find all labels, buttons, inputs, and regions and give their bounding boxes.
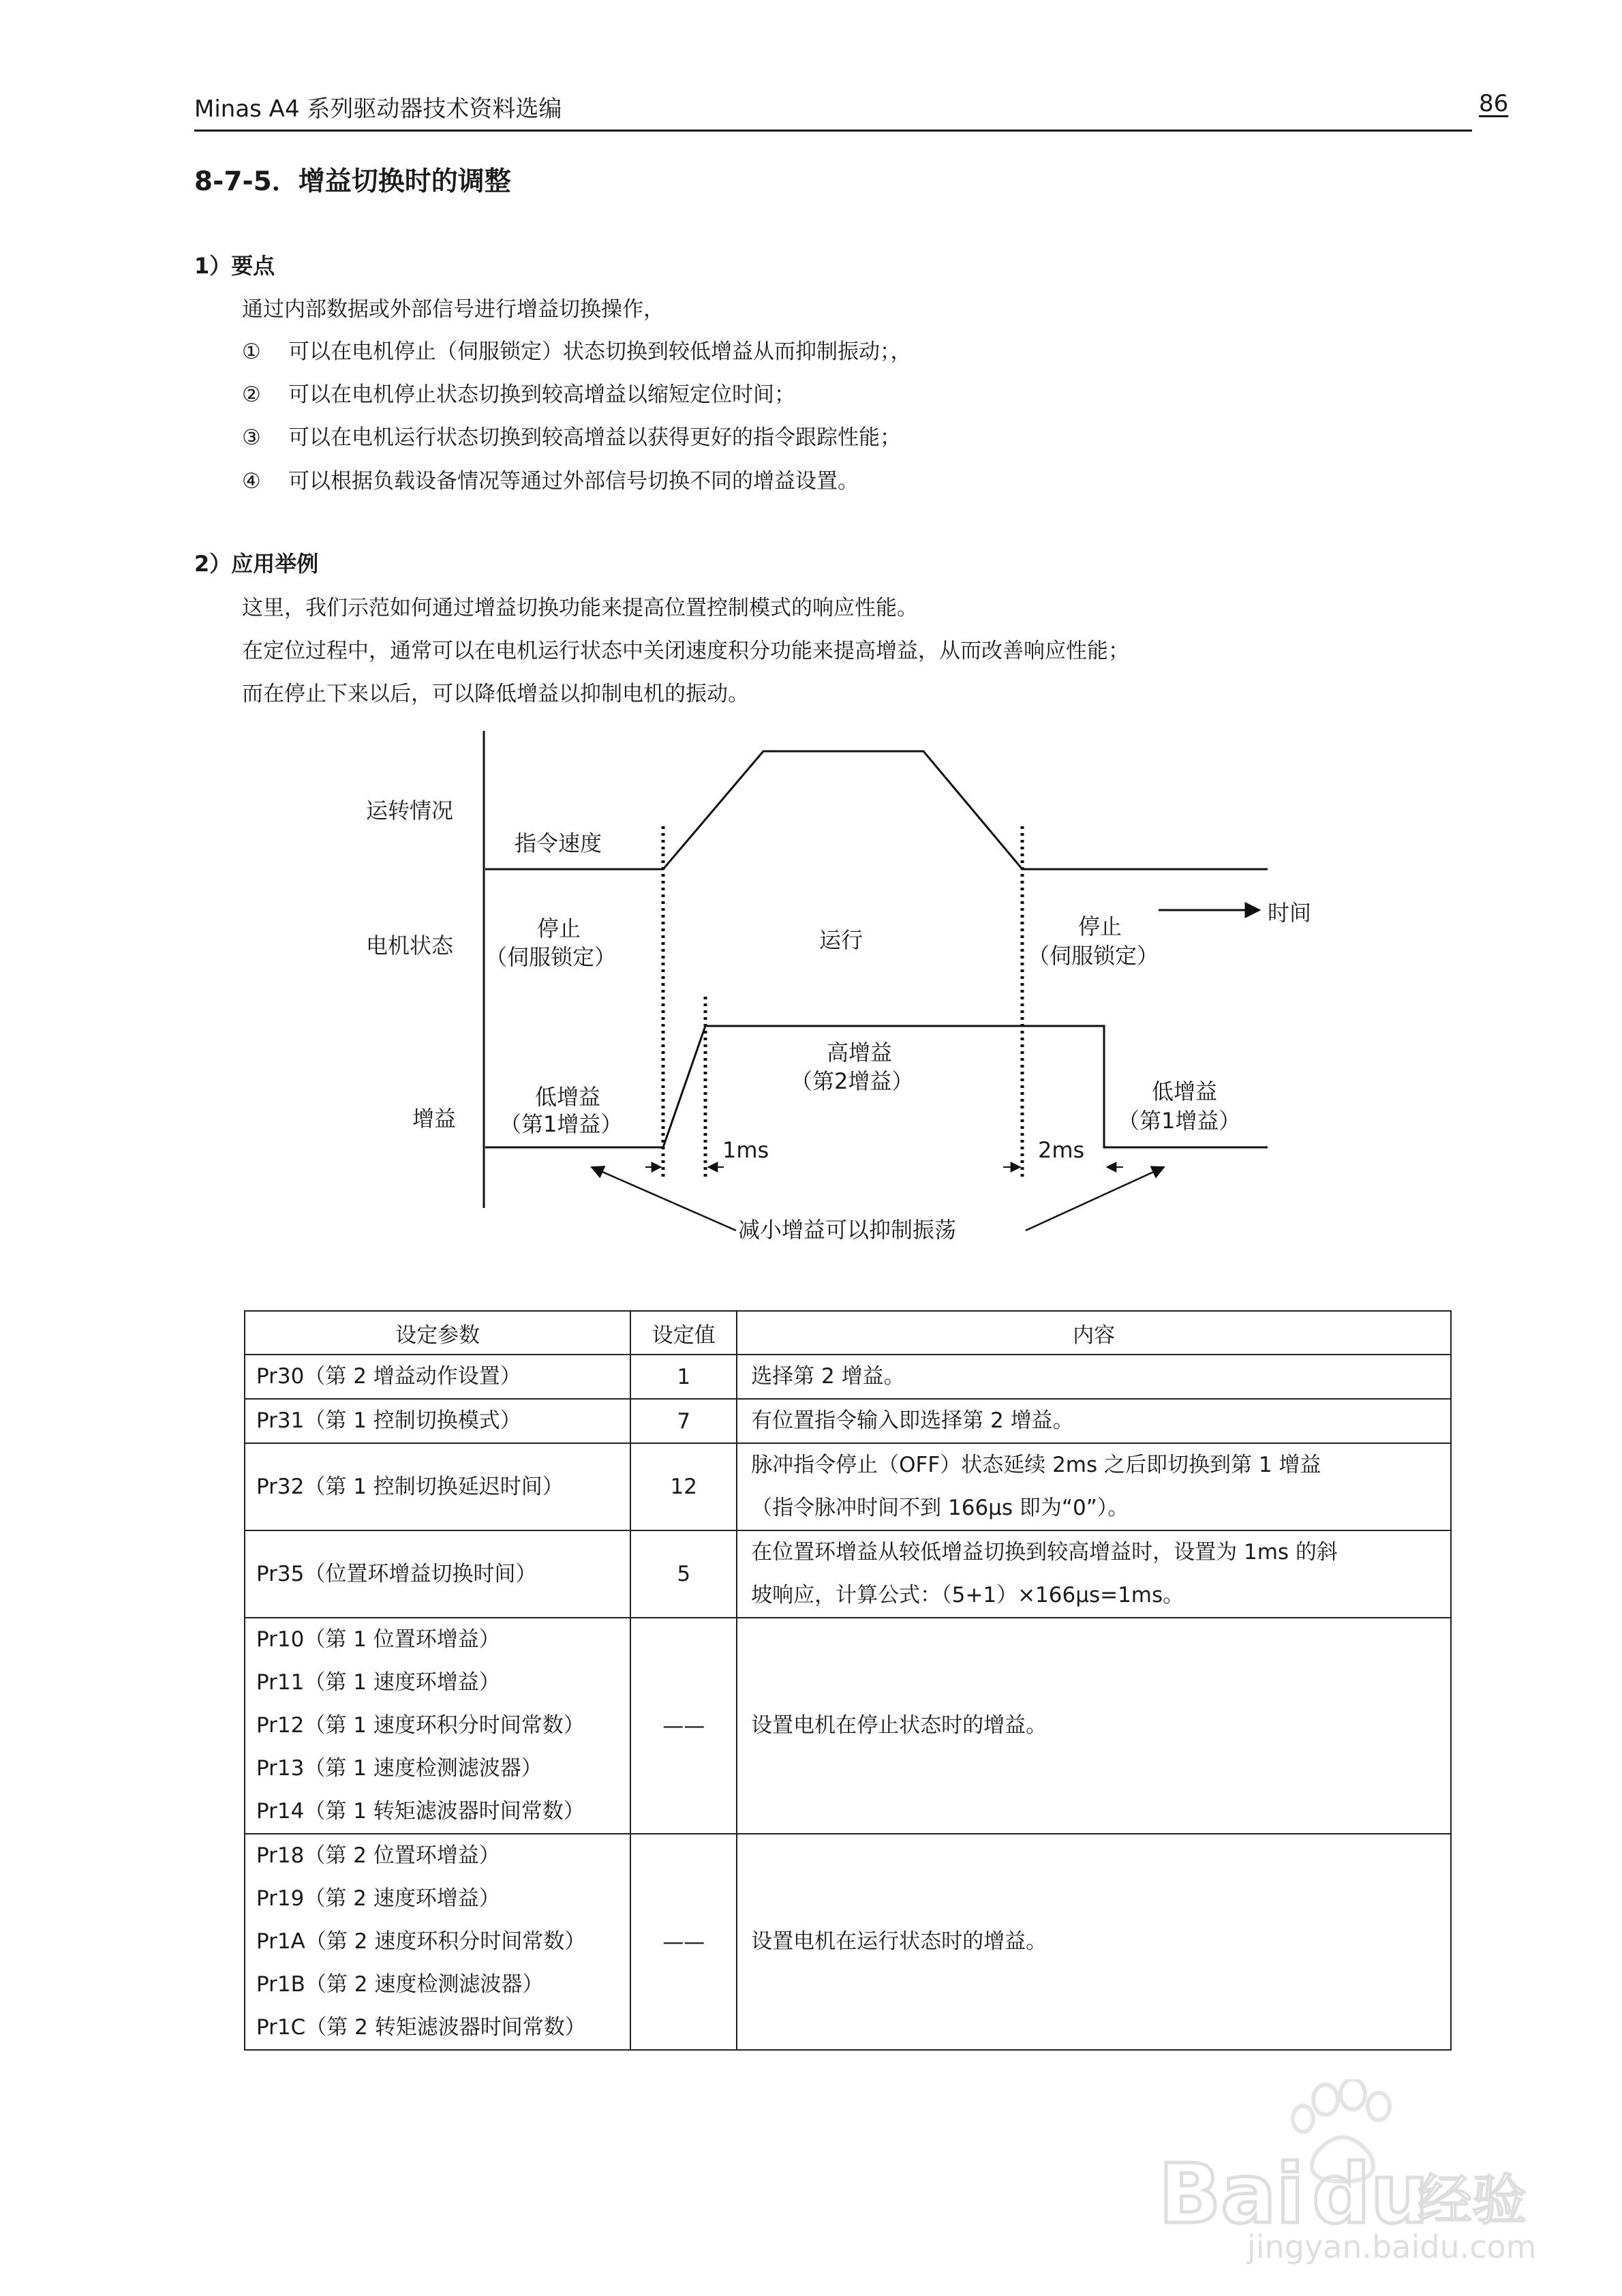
param-desc: 有位置指令输入即选择第 2 增益。 <box>737 1399 1451 1443</box>
label-stop-1: 停止 <box>537 916 581 941</box>
param-name: Pr1A（第 2 速度环积分时间常数） <box>256 1929 586 1954</box>
param-name: Pr30（第 2 增益动作设置） <box>245 1355 630 1399</box>
param-desc <box>737 1530 1451 1618</box>
param-name: Pr35（位置环增益切换时间） <box>245 1530 630 1618</box>
table-row <box>245 1834 1451 2050</box>
point-num: ② <box>242 382 261 407</box>
desc-line: 在位置环增益从较低增益切换到较高增益时，设置为 1ms 的斜 <box>751 1540 1338 1565</box>
table-row <box>245 1618 1451 1834</box>
header-value: 设定值 <box>630 1311 737 1355</box>
point-text: 可以在电机停止（伺服锁定）状态切换到较低增益从而抑制振动；， <box>288 339 912 364</box>
label-cmd-speed: 指令速度 <box>515 830 602 856</box>
param-names <box>245 1834 630 2050</box>
table-row <box>245 1443 1451 1530</box>
svg-text:jingyan.baidu.com: jingyan.baidu.com <box>1247 2229 1537 2265</box>
section-title: 8-7-5．增益切换时的调整 <box>194 166 511 197</box>
point-num: ③ <box>242 425 261 450</box>
label-high-gain: 高增益 <box>827 1040 893 1066</box>
param-desc <box>737 1443 1451 1530</box>
param-value: 7 <box>630 1399 737 1443</box>
label-time: 时间 <box>1268 900 1312 926</box>
header-title: Minas A4 系列驱动器技术资料选编 <box>194 95 562 123</box>
example-line-3: 而在停止下来以后，可以降低增益以抑制电机的振动。 <box>242 682 749 706</box>
desc-line: 坡响应，计算公式：（5+1）×166μs=1ms。 <box>751 1583 1184 1607</box>
param-name: Pr31（第 1 控制切换模式） <box>245 1399 630 1443</box>
point-num: ④ <box>242 469 261 494</box>
point-text: 可以在电机运行状态切换到较高增益以获得更好的指令跟踪性能； <box>288 425 901 450</box>
baidu-watermark-logo <box>1145 2079 1554 2270</box>
header-content: 内容 <box>737 1311 1451 1355</box>
param-desc: 选择第 2 增益。 <box>737 1355 1451 1399</box>
param-value: —— <box>630 1834 737 2050</box>
desc-line: （指令脉冲时间不到 166μs 即为“0”）。 <box>751 1496 1129 1520</box>
label-gain: 增益 <box>412 1106 457 1132</box>
label-2ms: 2ms <box>1038 1137 1085 1163</box>
table-row <box>245 1530 1451 1618</box>
points-intro: 通过内部数据或外部信号进行增益切换操作， <box>242 297 664 322</box>
param-value: —— <box>630 1618 737 1834</box>
label-operation: 运转情况 <box>366 798 454 824</box>
param-name: Pr12（第 1 速度环积分时间常数） <box>256 1713 585 1738</box>
label-servo-lock-1: （伺服锁定） <box>485 944 617 970</box>
table-row <box>245 1399 1451 1443</box>
label-high-gain-sub: （第2增益） <box>791 1068 914 1094</box>
param-name: Pr10（第 1 位置环增益） <box>256 1627 500 1652</box>
label-1ms: 1ms <box>722 1137 769 1163</box>
param-name: Pr11（第 1 速度环增益） <box>256 1670 500 1695</box>
point-text: 可以根据负载设备情况等通过外部信号切换不同的增益设置。 <box>288 469 859 494</box>
parameter-table <box>244 1310 1452 2051</box>
label-low-gain-1: 低增益 <box>535 1084 601 1110</box>
example-line-2: 在定位过程中，通常可以在电机运行状态中关闭速度积分功能来提高增益，从而改善响应性能； <box>242 639 1129 663</box>
speed-profile-line <box>485 751 1268 869</box>
desc-line: 脉冲指令停止（OFF）状态延续 2ms 之后即切换到第 1 增益 <box>751 1453 1321 1477</box>
label-servo-lock-2: （伺服锁定） <box>1028 943 1159 969</box>
svg-text:du: du <box>1312 2147 1429 2242</box>
param-value: 5 <box>630 1530 737 1618</box>
param-name: Pr13（第 1 速度检测滤波器） <box>256 1756 542 1781</box>
page-number: 86 <box>1479 90 1509 117</box>
label-stop-2: 停止 <box>1078 913 1122 939</box>
param-name: Pr14（第 1 转矩滤波器时间常数） <box>256 1799 585 1824</box>
param-name: Pr18（第 2 位置环增益） <box>256 1843 500 1868</box>
label-running: 运行 <box>819 927 863 953</box>
example-line-1: 这里，我们示范如何通过增益切换功能来提高位置控制模式的响应性能。 <box>242 596 918 620</box>
label-low-gain-1-sub: （第1增益） <box>500 1111 623 1137</box>
param-name: Pr1B（第 2 速度检测滤波器） <box>256 1972 544 1997</box>
note-arrow-right <box>1026 1167 1164 1230</box>
points-heading: 1）要点 <box>194 253 275 279</box>
param-value: 1 <box>630 1355 737 1399</box>
point-num: ① <box>242 339 261 364</box>
table-header-row <box>245 1311 1451 1355</box>
param-name: Pr32（第 1 控制切换延迟时间） <box>245 1443 630 1530</box>
label-low-gain-2-sub: （第1增益） <box>1118 1108 1241 1134</box>
param-value: 12 <box>630 1443 737 1530</box>
param-name: Pr1C（第 2 转矩滤波器时间常数） <box>256 2015 586 2040</box>
svg-text:Bai: Bai <box>1159 2147 1304 2242</box>
param-name: Pr19（第 2 速度环增益） <box>256 1886 500 1911</box>
label-low-gain-2: 低增益 <box>1152 1078 1218 1104</box>
param-desc: 设置电机在运行状态时的增益。 <box>737 1834 1451 2050</box>
example-heading: 2）应用举例 <box>194 551 319 577</box>
param-desc: 设置电机在停止状态时的增益。 <box>737 1618 1451 1834</box>
label-motor-state: 电机状态 <box>366 933 454 958</box>
param-names <box>245 1618 630 1834</box>
table-row <box>245 1355 1451 1399</box>
header-param: 设定参数 <box>245 1311 630 1355</box>
point-text: 可以在电机停止状态切换到较高增益以缩短定位时间； <box>288 382 795 407</box>
label-note: 减小增益可以抑制振荡 <box>738 1217 957 1243</box>
svg-text:经验: 经验 <box>1418 2169 1527 2232</box>
